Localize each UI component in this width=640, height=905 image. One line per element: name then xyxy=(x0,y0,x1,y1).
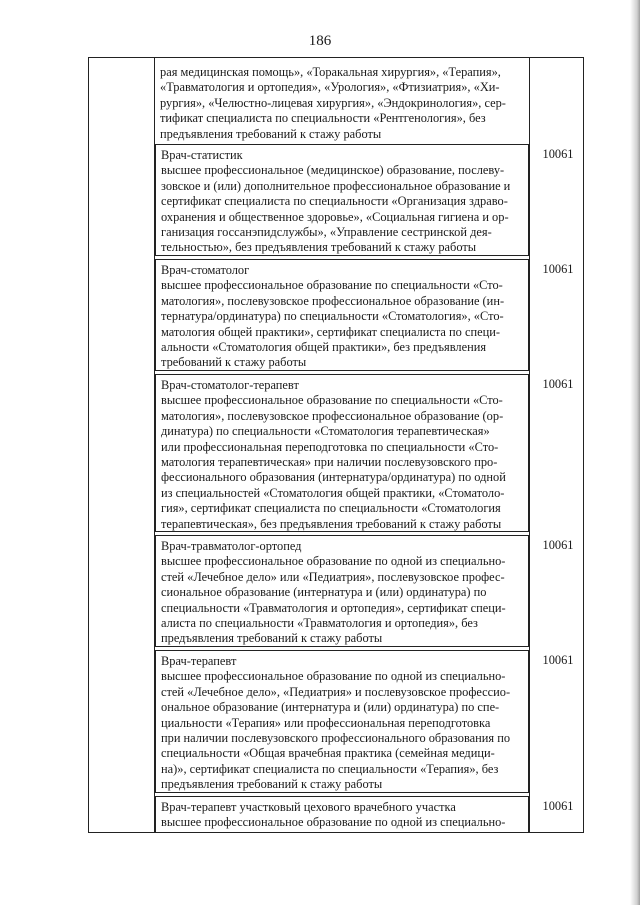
entry-line: специальности «Травматология и ортопедия», сертификат специ- xyxy=(161,600,506,615)
entry-line: зовское и (или) дополнительное профессиональное образование и xyxy=(161,178,511,193)
entry-line: ганизация госсанэпидслужбы», «Управление сестринской дея- xyxy=(161,225,492,240)
continued-line: предъявления требований к стажу работы xyxy=(160,126,382,141)
page-number: 186 xyxy=(308,33,332,49)
entry-line: гия», сертификат специалиста по специальности «Стоматология xyxy=(161,501,501,516)
entry-line: терапевтическая», без предъявления требований к стажу работы xyxy=(161,516,502,531)
entry-text xyxy=(161,378,527,532)
entry-title: Врач-статистик xyxy=(161,148,243,162)
entry-text xyxy=(161,654,527,793)
entry-line: высшее профессиональное образование по специальности «Сто- xyxy=(161,278,503,293)
entry-line: стей «Лечебное дело», «Педиатрия» и послевузовское профессио- xyxy=(161,684,511,699)
entry-line: из специальностей «Стоматология общей практики, «Стоматоло- xyxy=(161,485,505,500)
entry-line: альности «Стоматология общей практики», без предъявления xyxy=(161,340,487,355)
entry-line: стей «Лечебное дело» или «Педиатрия», послевузовское профес- xyxy=(161,569,505,584)
scan-edge-shadow xyxy=(630,0,640,905)
entry-line: на)», сертификат специалиста по специальности «Терапия», без xyxy=(161,761,499,776)
qualification-table xyxy=(88,57,584,833)
table-row xyxy=(155,535,529,647)
entry-text xyxy=(161,800,527,831)
entry-line: высшее профессиональное образование по одной из специально- xyxy=(161,815,506,830)
entry-line: предъявления требований к стажу работы xyxy=(161,631,383,646)
entry-line: высшее профессиональное образование по одной из специально- xyxy=(161,554,506,569)
table-row xyxy=(155,796,529,832)
table-row xyxy=(155,144,529,256)
entry-title: Врач-терапевт xyxy=(161,654,237,668)
entry-code: 10061 xyxy=(542,538,574,552)
entry-line: высшее профессиональное образование по одной из специально- xyxy=(161,669,506,684)
entry-code: 10061 xyxy=(542,377,574,391)
entry-line: высшее профессиональное образование по специальности «Сто- xyxy=(161,393,503,408)
continued-line: «Травматология и ортопедия», «Урология», «Фтизиатрия», «Хи- xyxy=(160,80,500,95)
table-row xyxy=(155,374,529,532)
entry-line: матология общей практики», сертификат специалиста по специ- xyxy=(161,324,500,339)
entry-text xyxy=(161,539,527,647)
table-border-left xyxy=(88,58,89,832)
continued-line: тификат специалиста по специальности «Рентгенология», без xyxy=(160,111,486,126)
entry-line: матология терапевтическая» при наличии послевузовского про- xyxy=(161,455,498,470)
entry-line: матология», послевузовское профессиональное образование (ор- xyxy=(161,408,504,423)
entry-line: тернатура/ординатура) по специальности «Стоматология», «Сто- xyxy=(161,309,504,324)
entry-title: Врач-травматолог-ортопед xyxy=(161,539,302,553)
continued-entry-text xyxy=(160,65,526,142)
table-row xyxy=(155,259,529,371)
entry-title: Врач-стоматолог xyxy=(161,263,250,277)
entry-code: 10061 xyxy=(542,653,574,667)
entry-line: динатура) по специальности «Стоматология терапевтическая» xyxy=(161,424,490,439)
entry-code: 10061 xyxy=(542,262,574,276)
entry-line: сиональное образование (интернатура и (или) ординатура) по xyxy=(161,585,487,600)
entry-line: тельностью», без предъявления требований к стажу работы xyxy=(161,240,477,255)
table-column-divider-right xyxy=(529,58,530,832)
continued-line: рургия», «Челюстно-лицевая хирургия», «Эндокринология», сер- xyxy=(160,95,506,110)
entry-code: 10061 xyxy=(542,147,574,161)
table-border-right xyxy=(583,58,584,832)
entry-text xyxy=(161,263,527,371)
entry-line: специальности «Общая врачебная практика (семейная медици- xyxy=(161,746,495,761)
entry-line: или профессиональная переподготовка по специальности «Сто- xyxy=(161,439,499,454)
entry-line: ональное образование (интернатура и (или) ординатура) по спе- xyxy=(161,700,500,715)
entry-title: Врач-стоматолог-терапевт xyxy=(161,378,299,392)
entry-text xyxy=(161,148,527,256)
entry-line: предъявления требований к стажу работы xyxy=(161,777,383,792)
entry-line: матология», послевузовское профессиональное образование (ин- xyxy=(161,293,505,308)
entry-line: сертификат специалиста по специальности «Организация здраво- xyxy=(161,194,508,209)
entry-line: требований к стажу работы xyxy=(161,355,307,370)
continued-line: рая медицинская помощь», «Торакальная хирургия», «Терапия», xyxy=(160,65,501,79)
entry-line: при наличии послевузовского профессионального образования по xyxy=(161,731,511,746)
entry-line: высшее профессиональное (медицинское) образование, послеву- xyxy=(161,163,505,178)
table-row xyxy=(155,650,529,793)
entry-line: алиста по специальности «Травматология и ортопедия», без xyxy=(161,616,478,631)
entry-line: охранения и общественное здоровье», «Социальная гигиена и ор- xyxy=(161,209,509,224)
entry-line: фессионального образования (интернатура/ординатура) по одной xyxy=(161,470,506,485)
entry-line: циальности «Терапия» или профессиональная переподготовка xyxy=(161,715,491,730)
entry-title: Врач-терапевт участковый цехового врачебного участка xyxy=(161,800,456,814)
entry-code: 10061 xyxy=(542,799,574,813)
